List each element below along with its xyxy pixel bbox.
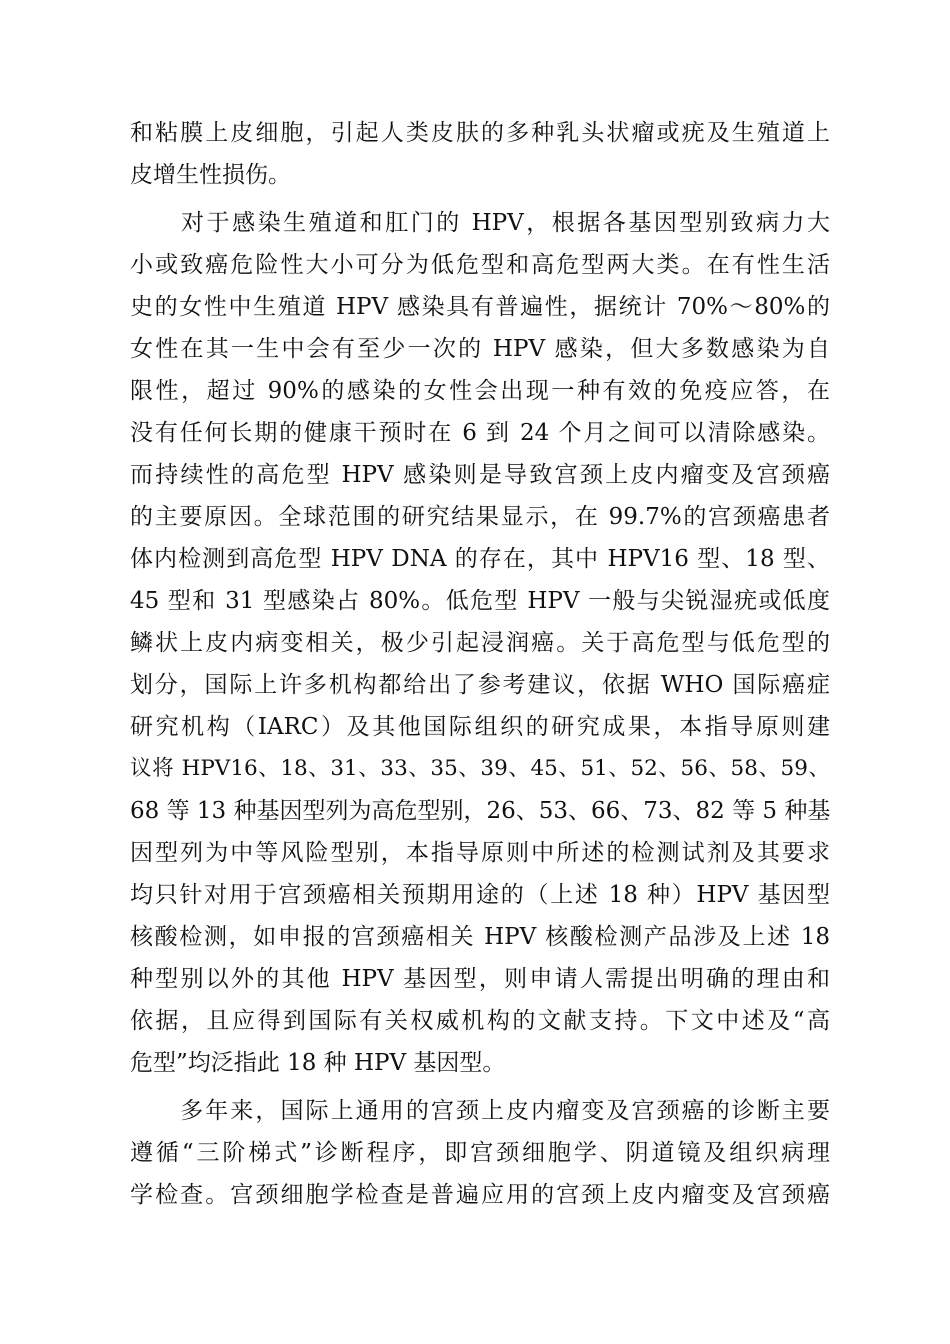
text-line: 而持续性的高危型 HPV 感染则是导致宫颈上皮内瘤变及宫颈癌 <box>130 462 830 488</box>
text-line: 均只针对用于宫颈癌相关预期用途的（上述 18 种）HPV 基因型 <box>130 882 830 908</box>
text-line: 学检查。宫颈细胞学检查是普遍应用的宫颈上皮内瘤变及宫颈癌 <box>130 1182 830 1208</box>
text-line: 种型别以外的其他 HPV 基因型，则申请人需提出明确的理由和 <box>130 966 830 992</box>
text-line: 危型”均泛指此 18 种 HPV 基因型。 <box>130 1050 506 1076</box>
text-line: 女性在其一生中会有至少一次的 HPV 感染，但大多数感染为自 <box>130 336 830 362</box>
text-line: 没有任何长期的健康干预时在 6 到 24 个月之间可以清除感染。 <box>130 420 830 446</box>
text-line: 限性，超过 90%的感染的女性会出现一种有效的免疫应答，在 <box>130 378 830 404</box>
text-line: 研究机构（IARC）及其他国际组织的研究成果，本指导原则建 <box>130 714 830 740</box>
text-line: 议将 HPV16、18、31、33、35、39、45、51、52、56、58、59、 <box>130 756 830 781</box>
text-line: 对于感染生殖道和肛门的 HPV，根据各基因型别致病力大 <box>130 210 830 236</box>
text-line: 划分，国际上许多机构都给出了参考建议，依据 WHO 国际癌症 <box>130 672 830 698</box>
text-line: 因型列为中等风险型别，本指导原则中所述的检测试剂及其要求 <box>130 840 830 866</box>
text-line: 皮增生性损伤。 <box>130 162 291 188</box>
text-line: 和粘膜上皮细胞，引起人类皮肤的多种乳头状瘤或疣及生殖道上 <box>130 120 830 146</box>
text-line: 体内检测到高危型 HPV DNA 的存在，其中 HPV16 型、18 型、 <box>130 546 830 572</box>
text-line: 鳞状上皮内病变相关，极少引起浸润癌。关于高危型与低危型的 <box>130 630 830 656</box>
text-line: 多年来，国际上通用的宫颈上皮内瘤变及宫颈癌的诊断主要 <box>130 1098 830 1124</box>
text-line: 遵循“三阶梯式”诊断程序，即宫颈细胞学、阴道镜及组织病理 <box>130 1140 830 1166</box>
text-line: 45 型和 31 型感染占 80%。低危型 HPV 一般与尖锐湿疣或低度 <box>130 588 830 614</box>
text-line: 小或致癌危险性大小可分为低危型和高危型两大类。在有性生活 <box>130 252 830 278</box>
text-line: 的主要原因。全球范围的研究结果显示，在 99.7%的宫颈癌患者 <box>130 504 830 530</box>
body-text <box>130 112 830 1216</box>
text-line: 史的女性中生殖道 HPV 感染具有普遍性，据统计 70%～80%的 <box>130 294 830 320</box>
text-line: 依据，且应得到国际有关权威机构的文献支持。下文中述及“高 <box>130 1008 830 1034</box>
text-line: 核酸检测，如申报的宫颈癌相关 HPV 核酸检测产品涉及上述 18 <box>130 924 830 950</box>
text-line: 68 等 13 种基因型列为高危型别，26、53、66、73、82 等 5 种基 <box>130 798 830 824</box>
